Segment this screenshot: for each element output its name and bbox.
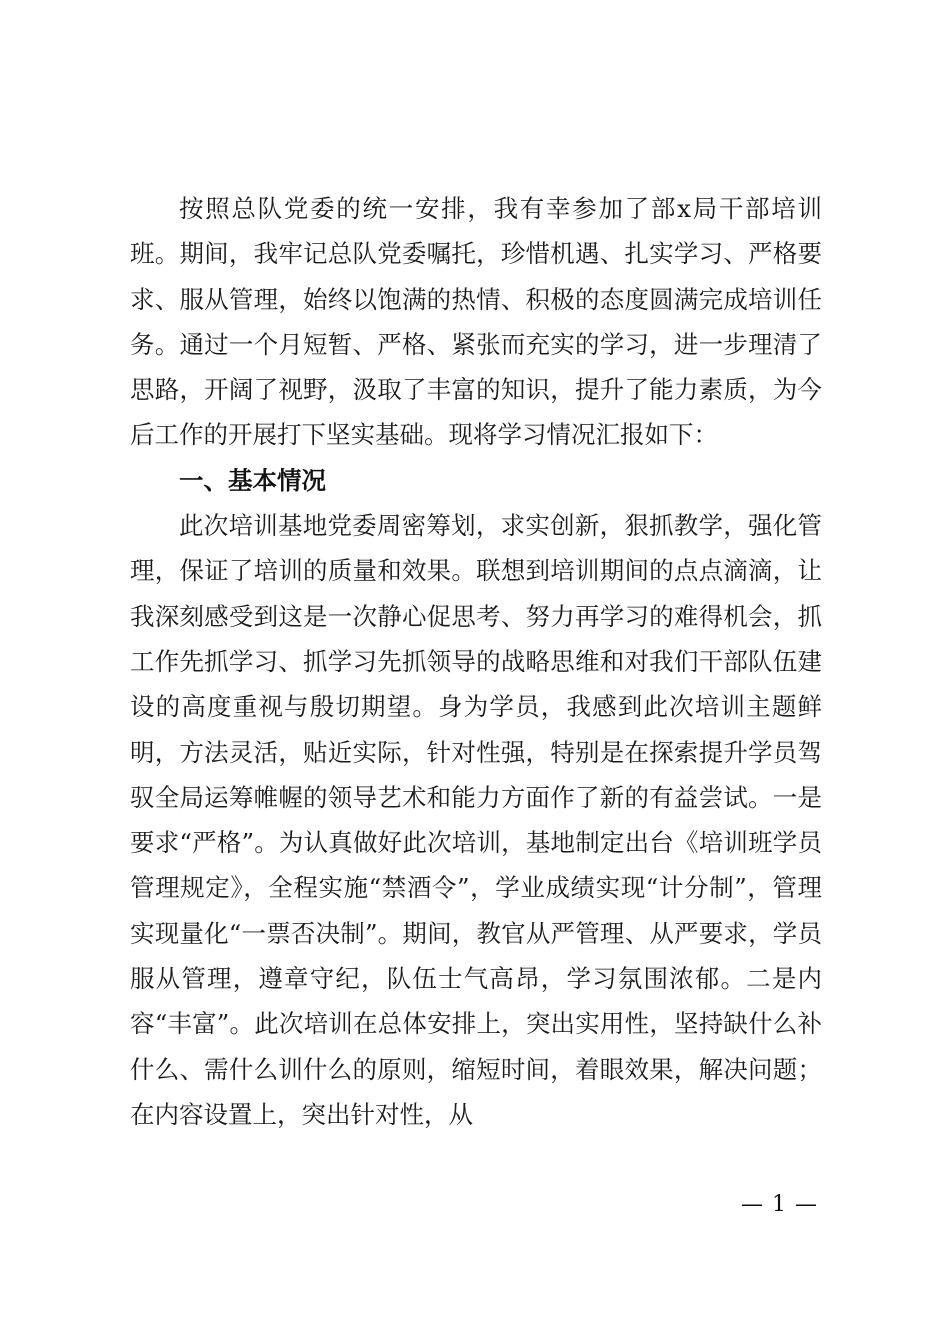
page-number: — 1 —: [741, 1192, 818, 1217]
section-heading-basic-situation: 一、基本情况: [179, 465, 326, 495]
document-body: [130, 186, 822, 1137]
paragraph-intro: 按照总队党委的统一安排，我有幸参加了部x局干部培训班。期间，我牢记总队党委嘱托，珍惜机遇、扎实学习、严格要求、服从管理，始终以饱满的热情、积极的态度圆满完成培训任务。通过一个月短暂、严格、紧张而充实的学习，进一步理清了思路，开阔了视野，汲取了丰富的知识，提升了能力素质，为今后工作的开展打下坚实基础。现将学习情况汇报如下：: [130, 194, 822, 450]
paragraph-basic-situation: 此次培训基地党委周密筹划，求实创新，狠抓教学，强化管理，保证了培训的质量和效果。联想到培训期间的点点滴滴，让我深刻感受到这是一次静心促思考、努力再学习的难得机会，抓工作先抓学习、抓学习先抓领导的战略思维和对我们干部队伍建设的高度重视与殷切期望。身为学员，我感到此次培训主题鲜明，方法灵活，贴近实际，针对性强，特别是在探索提升学员驾驭全局运筹帷幄的领导艺术和能力方面作了新的有益尝试。一是要求“严格”。为认真做好此次培训，基地制定出台《培训班学员管理规定》，全程实施“禁酒令”，学业成绩实现“计分制”，管理实现量化“一票否决制”。期间，教官从严管理、从严要求，学员服从管理，遵章守纪，队伍士气高昂，学习氛围浓郁。二是内容“丰富”。此次培训在总体安排上，突出实用性，坚持缺什么补什么、需什么训什么的原则，缩短时间，着眼效果，解决问题；在内容设置上，突出针对性，从: [130, 511, 822, 1129]
